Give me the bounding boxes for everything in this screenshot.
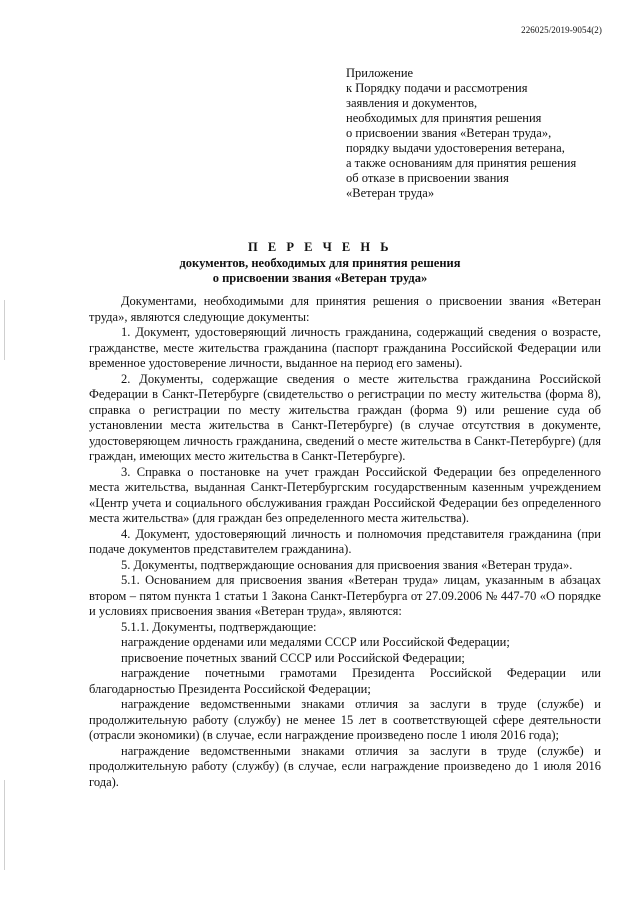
item-3-paragraph: 3. Справка о постановке на учет граждан Российской Федерации без определенного места жительства, выданная Санкт-Петербургским государственным казенным учреждением «Центр учета и социального обслуживания граждан Российской Федерации без определенного места жительства» (для граждан без определенного места жительства). [89,464,601,525]
title-line: о присвоении звания «Ветеран труда» [212,271,428,285]
appendix-line: Приложение [346,66,414,80]
scan-edge-mark [4,300,5,360]
appendix-line: а также основаниям для принятия решения [346,156,577,170]
scan-edge-mark [4,780,5,870]
title-main: П Е Р Е Ч Е Н Ь [248,240,392,254]
document-body [89,294,601,790]
appendix-block [346,66,606,201]
item-2-paragraph: 2. Документы, содержащие сведения о месте жительства гражданина Российской Федерации в Санкт-Петербурге (свидетельство о регистрации по месту жительства (форма 8), справка о регистрации по месту жительства граждан (форма 9) или решение суда об установлении места жительства в Санкт-Петербурге) (в случае отсутствия в документе, удостоверяющем личность гражданина, сведений о месте жительства в Санкт-Петербурге) (для граждан, имеющих место жительства в Санкт-Петербурге). [89,371,601,463]
list-paragraph: награждение ведомственными знаками отличия за заслуги в труде (службе) и продолжительную работу (службу) не менее 15 лет в соответствующей сфере деятельности (отрасли экономики) (в случае, если награждение произведено после 1 июля 2016 года); [89,697,601,742]
appendix-line: об отказе в присвоении звания [346,171,509,185]
title-line: документов, необходимых для принятия решения [179,255,461,270]
list-paragraph: присвоение почетных званий СССР или Российской Федерации; [121,650,465,665]
item-4-paragraph: 4. Документ, удостоверяющий личность и полномочия представителя гражданина (при подаче документов представителем гражданина). [89,526,601,556]
appendix-line: о присвоении звания «Ветеран труда», [346,126,552,140]
list-paragraph: награждение орденами или медалями СССР или Российской Федерации; [121,635,510,649]
item-1-paragraph: 1. Документ, удостоверяющий личность гражданина, содержащий сведения о возрасте, гражданстве, месте жительства гражданина (паспорт гражданина Российской Федерации или временное удостоверение личности, выданное на период его замены). [89,325,601,370]
appendix-line: порядку выдачи удостоверения ветерана, [346,141,565,155]
appendix-line: к Порядку подачи и рассмотрения [346,81,528,95]
document-title [0,240,640,287]
appendix-line: заявления и документов, [346,96,478,110]
list-paragraph: награждение почетными грамотами Президента Российской Федерации или благодарностью Президента Российской Федерации; [89,666,601,696]
list-paragraph: награждение ведомственными знаками отличия за заслуги в труде (службе) и продолжительную работу (службу) (в случае, если награждение произведено до 1 июля 2016 года). [89,743,601,789]
item-5-1-1-paragraph: 5.1.1. Документы, подтверждающие: [121,619,317,634]
intro-paragraph: Документами, необходимыми для принятия решения о присвоении звания «Ветеран труда», являются следующие документы: [89,294,601,324]
document-id: 226025/2019-9054(2) [521,25,602,35]
item-5-paragraph: 5. Документы, подтверждающие основания для присвоения звания «Ветеран труда». [121,557,573,572]
appendix-line: необходимых для принятия решения [346,111,542,125]
item-5-1-paragraph: 5.1. Основанием для присвоения звания «Ветеран труда» лицам, указанным в абзацах втором – пятом пункта 1 статьи 1 Закона Санкт-Петербурга от 27.09.2006 № 447-70 «О порядке и условиях присвоения звания «Ветеран труда», являются: [89,573,601,618]
appendix-line: «Ветеран труда» [346,186,435,200]
